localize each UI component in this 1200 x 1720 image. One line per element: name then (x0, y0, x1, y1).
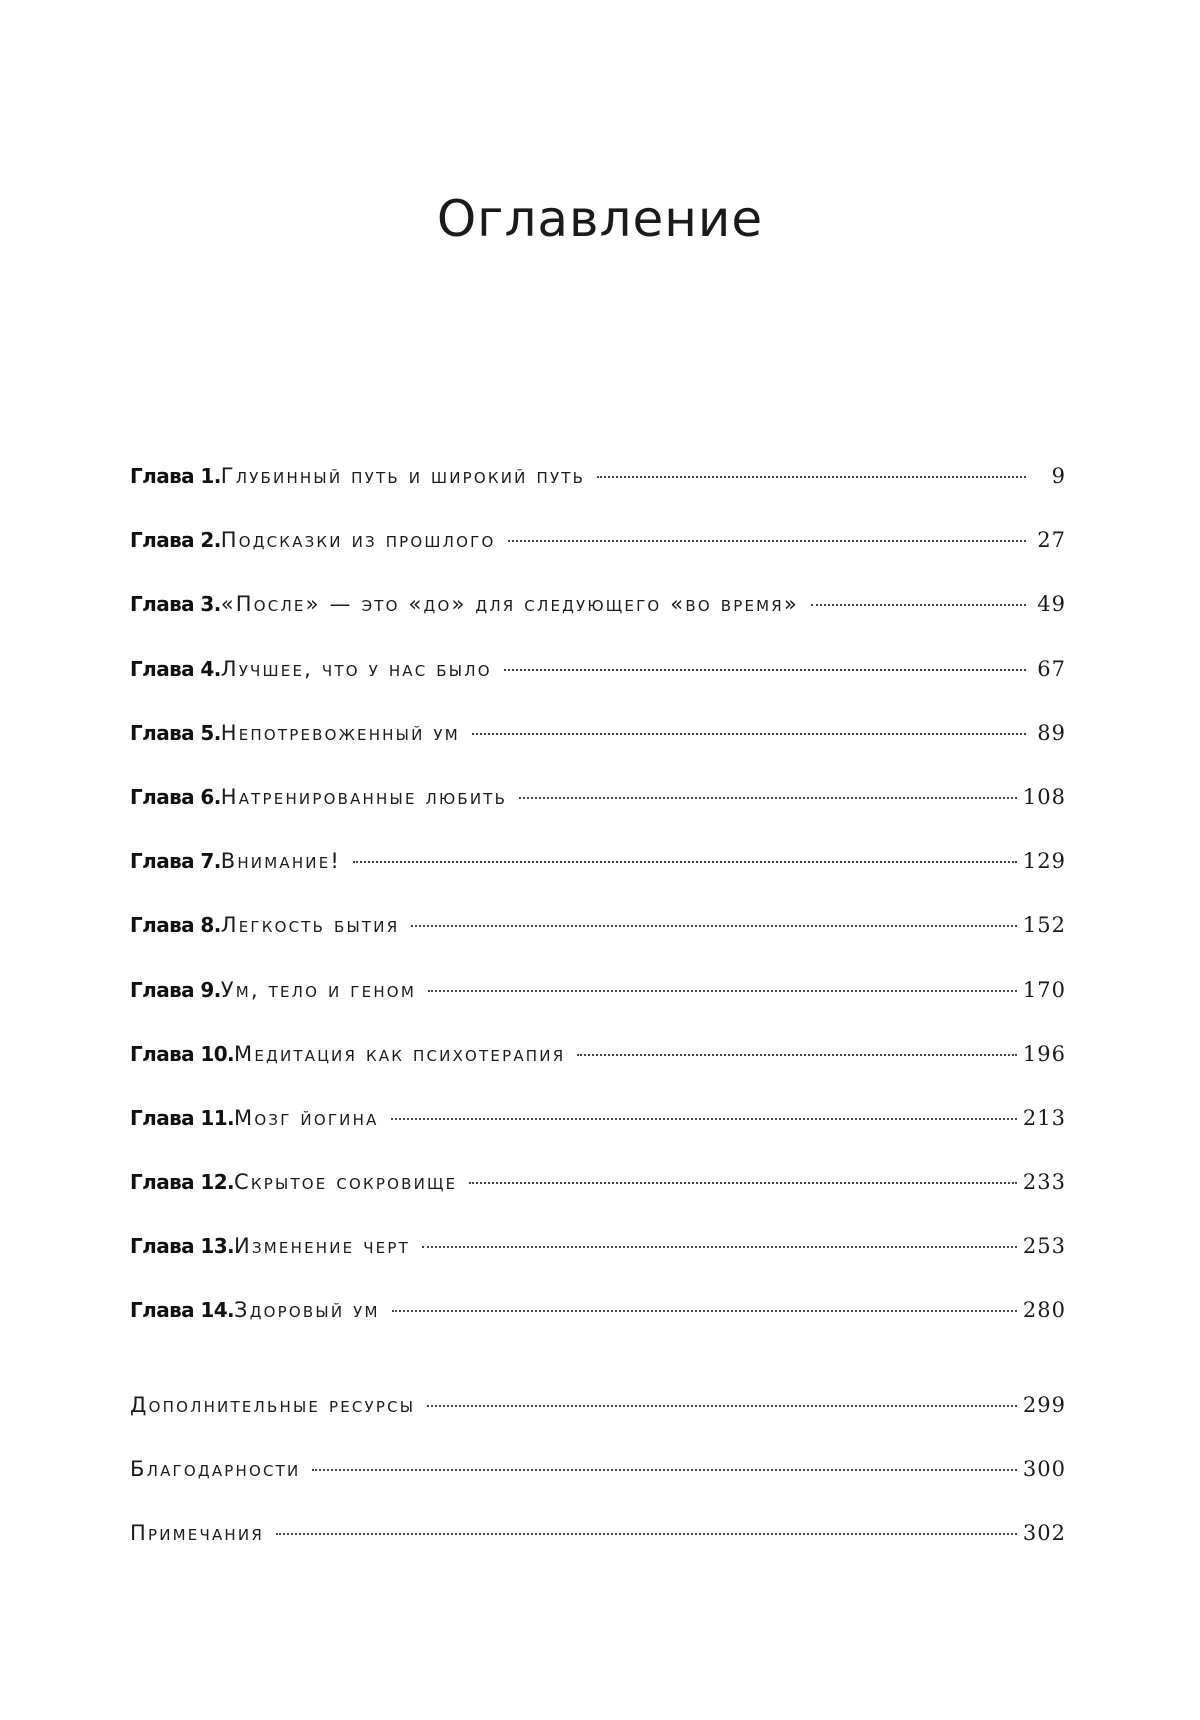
toc-entry-chapter-9[interactable] (130, 978, 1066, 1042)
dot-leader (392, 1310, 1017, 1312)
toc-entry-chapter-4[interactable] (130, 657, 1066, 721)
toc-entry-chapter-5[interactable] (130, 721, 1066, 785)
page-number: 67 (1037, 656, 1066, 681)
page-number: 253 (1022, 1234, 1066, 1259)
toc-entry-chapter-6[interactable] (130, 785, 1066, 849)
chapter-label: Глава 10. (130, 1041, 235, 1066)
chapter-title: Скрытое сокровище (234, 1170, 458, 1195)
page-number: 196 (1022, 1041, 1066, 1066)
page-number: 302 (1022, 1521, 1066, 1545)
page-number: 300 (1022, 1456, 1066, 1481)
chapter-title: Легкость бытия (220, 913, 400, 938)
dot-leader (312, 1469, 1016, 1471)
chapter-label: Глава 8. (130, 913, 221, 938)
toc-entry-chapter-3[interactable] (130, 592, 1066, 656)
page-number: 108 (1022, 784, 1066, 809)
page-number: 233 (1022, 1170, 1066, 1195)
section-title: Благодарности (130, 1456, 301, 1481)
chapter-title: «После» — это «до» для следующего «во время» (220, 592, 799, 617)
chapter-title: Подсказки из прошлого (220, 528, 496, 553)
chapter-title: Непотревоженный ум (220, 720, 460, 745)
dot-leader (508, 540, 1026, 542)
chapter-label: Глава 6. (130, 784, 221, 809)
dot-leader (422, 1246, 1017, 1248)
dot-leader (811, 604, 1026, 606)
dot-leader (427, 1405, 1017, 1407)
chapter-label: Глава 4. (130, 656, 221, 681)
page-number: 129 (1022, 849, 1066, 874)
toc-entry-chapter-12[interactable] (130, 1170, 1066, 1234)
page-number: 89 (1037, 720, 1066, 745)
section-title: Примечания (130, 1521, 264, 1545)
toc-entry-additional-resources[interactable] (130, 1393, 1066, 1457)
toc-entry-acknowledgements[interactable] (130, 1457, 1066, 1521)
chapter-title: Натренированные любить (220, 784, 508, 809)
dot-leader (472, 733, 1026, 735)
page-number: 299 (1022, 1392, 1066, 1417)
toc-entry-chapter-8[interactable] (130, 913, 1066, 977)
chapter-title: Медитация как психотерапия (234, 1041, 566, 1066)
toc-entry-chapter-10[interactable] (130, 1042, 1066, 1106)
page-number: 9 (1051, 464, 1066, 488)
page-number: 152 (1022, 913, 1066, 938)
chapter-title: Мозг йогина (234, 1105, 379, 1130)
toc-entry-chapter-14[interactable] (130, 1298, 1066, 1362)
chapter-label: Глава 9. (130, 977, 221, 1002)
page-number: 49 (1037, 592, 1066, 617)
chapter-label: Глава 11. (130, 1105, 235, 1130)
dot-leader (276, 1533, 1017, 1535)
dot-leader (597, 476, 1026, 478)
dot-leader (411, 925, 1017, 927)
chapter-label: Глава 1. (130, 464, 221, 488)
chapter-title: Внимание! (220, 849, 342, 874)
section-title: Дополнительные ресурсы (130, 1392, 416, 1417)
chapter-label: Глава 5. (130, 720, 221, 745)
chapter-title: Изменение черт (234, 1234, 410, 1259)
dot-leader (504, 669, 1026, 671)
dot-leader (577, 1054, 1017, 1056)
dot-leader (519, 797, 1017, 799)
chapter-title: Ум, тело и геном (220, 977, 416, 1002)
page-number: 170 (1022, 977, 1066, 1002)
table-of-contents (130, 464, 1066, 1585)
chapter-label: Глава 13. (130, 1234, 235, 1259)
toc-entry-notes[interactable] (130, 1521, 1066, 1585)
chapter-title: Глубинный путь и широкий путь (220, 464, 586, 488)
toc-entry-chapter-2[interactable] (130, 528, 1066, 592)
dot-leader (469, 1182, 1017, 1184)
page-number: 27 (1037, 528, 1066, 553)
toc-entry-chapter-13[interactable] (130, 1234, 1066, 1298)
dot-leader (353, 861, 1017, 863)
chapter-label: Глава 14. (130, 1298, 235, 1323)
chapter-title: Здоровый ум (234, 1298, 380, 1323)
page-number: 213 (1022, 1105, 1066, 1130)
toc-entry-chapter-11[interactable] (130, 1106, 1066, 1170)
chapter-label: Глава 12. (130, 1170, 235, 1195)
chapter-label: Глава 7. (130, 849, 221, 874)
dot-leader (391, 1118, 1017, 1120)
chapter-label: Глава 3. (130, 592, 221, 617)
page-number: 280 (1022, 1298, 1066, 1323)
chapter-label: Глава 2. (130, 528, 221, 553)
dot-leader (428, 990, 1017, 992)
toc-entry-chapter-1[interactable] (130, 464, 1066, 528)
chapter-title: Лучшее, что у нас было (220, 656, 492, 681)
page-title: Оглавление (436, 190, 764, 248)
toc-entry-chapter-7[interactable] (130, 849, 1066, 913)
